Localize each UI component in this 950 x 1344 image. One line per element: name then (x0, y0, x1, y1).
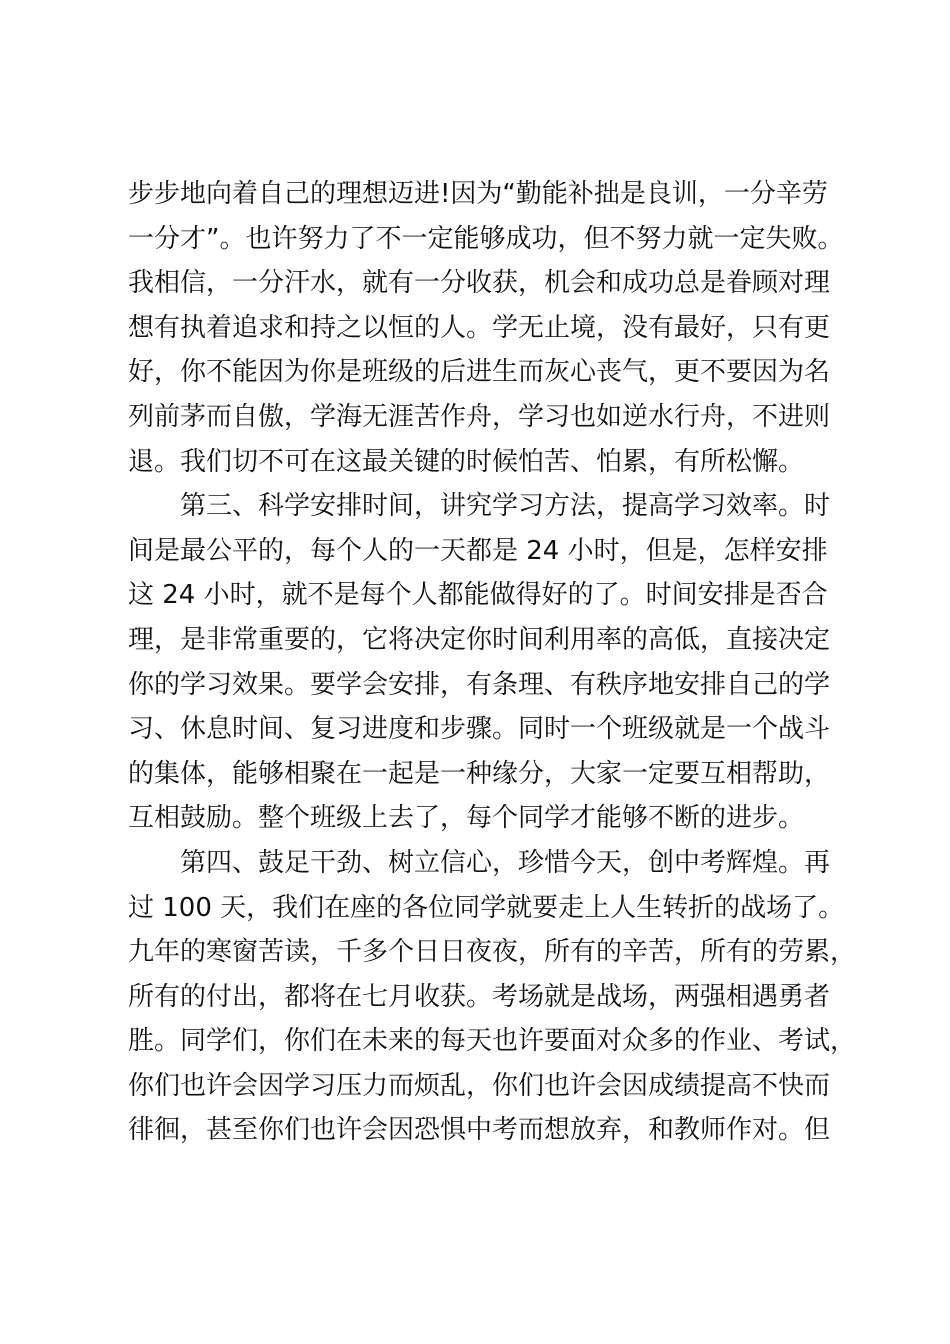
text-line: 胜。同学们，你们在未来的每天也许要面对众多的作业、考试， (128, 1026, 857, 1057)
text-line: 你的学习效果。要学会安排，有条理、有秩序地安排自己的学 (128, 669, 831, 700)
text-line: 步步地向着自己的理想迈进!因为“勤能补拙是良训，一分辛劳 (128, 179, 828, 209)
text-line: 好，你不能因为你是班级的后进生而灰心丧气，更不要因为名 (128, 357, 831, 388)
text-line: 想有执着追求和持之以恒的人。学无止境，没有最好，只有更 (128, 312, 831, 343)
body-text (128, 172, 868, 1153)
text-line: 理，是非常重要的，它将决定你时间利用率的高低，直接决定 (128, 624, 831, 655)
text-line: 徘徊，甚至你们也许会因恐惧中考而想放弃，和教师作对。但 (128, 1115, 831, 1146)
text-line: 九年的寒窗苦读，千多个日日夜夜，所有的辛苦，所有的劳累， (128, 937, 857, 968)
text-line: 列前茅而自傲，学海无涯苦作舟，学习也如逆水行舟，不进则 (128, 401, 831, 432)
paragraph-first-line: 第三、科学安排时间，讲究学习方法，提高学习效率。时 (180, 491, 831, 522)
text-line: 习、休息时间、复习进度和步骤。同时一个班级就是一个战斗 (128, 714, 831, 745)
text-line: 过 100 天，我们在座的各位同学就要走上人生转折的战场了。 (128, 892, 845, 923)
text-line: 间是最公平的，每个人的一天都是 24 小时，但是，怎样安排 (128, 535, 828, 566)
text-line: 我相信，一分汗水，就有一分收获，机会和成功总是眷顾对理 (128, 268, 831, 299)
text-line: 互相鼓励。整个班级上去了，每个同学才能够不断的进步。 (128, 803, 805, 834)
text-line: 一分才”。也许努力了不一定能够成功，但不努力就一定失败。 (128, 223, 844, 254)
text-line: 的集体，能够相聚在一起是一种缘分，大家一定要互相帮助， (128, 758, 831, 789)
text-line: 所有的付出，都将在七月收获。考场就是战场，两强相遇勇者 (128, 981, 831, 1012)
text-line: 你们也许会因学习压力而烦乱，你们也许会因成绩提高不快而 (128, 1070, 831, 1101)
paragraph-first-line: 第四、鼓足干劲、树立信心，珍惜今天，创中考辉煌。再 (180, 847, 831, 878)
text-line: 这 24 小时，就不是每个人都能做得好的了。时间安排是否合 (128, 580, 828, 611)
text-line: 退。我们切不可在这最关键的时候怕苦、怕累，有所松懈。 (128, 446, 805, 477)
